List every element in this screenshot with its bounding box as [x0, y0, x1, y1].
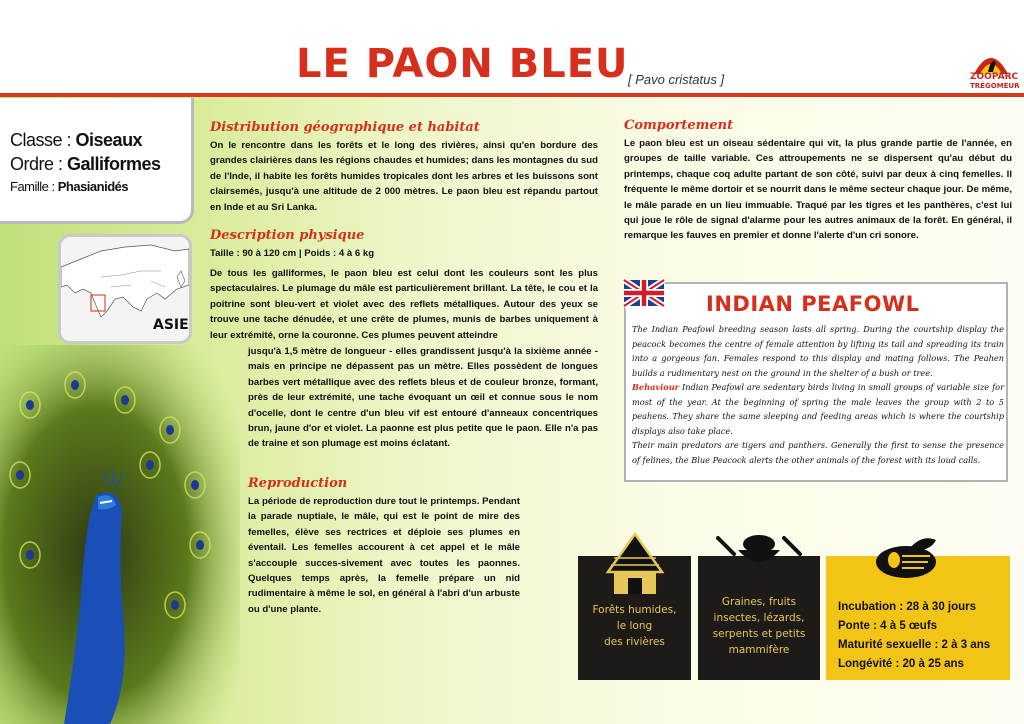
- distribution-text: On le rencontre dans les forêts et le long des rivières, ainsi qu'en bordure des grandes clairières dans les régions chaudes et humides; dans les montagnes du sud de l'Inde, il habite les forêts humides tropicales dont les arbres et les buissons sont clairsemés, jusqu'à une altitude de 2 000 mètres. Le paon bleu est répandu partout en Inde et au Sri Lanka.: [210, 140, 598, 213]
- stat-maturite: Maturité sexuelle : 2 à 3 ans: [838, 639, 991, 651]
- distribution-title: Distribution géographique et habitat: [210, 120, 480, 135]
- english-summary-text: [632, 322, 1004, 467]
- comportement-title: Comportement: [624, 118, 734, 133]
- english-p3: Their main predators are tigers and panthers. Generally the first to sense the presence of felines, the Blue Peacock alerts the other animals of the forest with its loud calls.: [632, 440, 1004, 465]
- description-measures: Taille : 90 à 120 cm | Poids : 4 à 6 kg: [210, 248, 375, 259]
- uk-flag-icon: [622, 276, 666, 312]
- logo-text-tregomeur: TRÉGOMEUR: [970, 82, 1020, 90]
- reproduction-text: La période de reproduction dure tout le printemps. Pendant la parade nuptiale, le mâle, qui est le point de mire des femelles, élève ses rectrices et déploie ses plumes en éventail. Les femelles accourent à cet appel et le mâle s'accouple succes-sivement avec toutes les paonnes. Quelques temps après, la femelle prépare un nid rudimentaire à même le sol, en général à l'abri d'un arbuste ou d'une plante.: [248, 496, 520, 615]
- english-p2: Indian Peafowl are sedentary birds living in small groups of variable size for most of the year. At the beginning of spring the male leaves the group with 2 to 5 peahens. They share the same sleeping and feeding areas which is where the courtship displays also take place.: [632, 382, 1004, 436]
- food-bowl-icon: [714, 524, 804, 572]
- description-title: Description physique: [210, 228, 365, 243]
- habitat-text: Forêts humides, le long des rivières: [592, 604, 677, 648]
- map-label: ASIE: [153, 317, 189, 333]
- diet-text: Graines, fruits insectes, lézards, serpents et petits mammifère: [712, 596, 806, 656]
- classification-card: [0, 98, 194, 224]
- logo-text-zooparc: ZOOPARC: [970, 72, 1019, 82]
- peacock-photo: [0, 345, 240, 724]
- comportement-text: Le paon bleu est un oiseau sédentaire qui vit, la plus grande partie de l'année, en groupes de taille variable. Ces attroupements ne se dispersent qu'au début du printemps, chaque coq adulte partant de son côté, suivi par deux à cinq femelles. Il fréquente le même dortoir et se nourrit dans le même secteur chaque jour. De même, le mâle parade en un lieu immuable. Traqué par les tigres et les panthères, c'est lui qui joue le rôle de signal d'alarme pour les autres animaux de la forêt. En général, il remarque les fauves en premier et donne l'alerte d'un cri sonore.: [624, 138, 1012, 242]
- stat-longevite: Longévité : 20 à 25 ans: [838, 658, 964, 670]
- stat-ponte: Ponte : 4 à 5 œufs: [838, 620, 938, 632]
- asia-map: [58, 234, 192, 344]
- egg-and-animal-icon: [866, 530, 946, 582]
- description-text-wide: De tous les galliformes, le paon bleu est celui dont les couleurs sont les plus spectaculaires. Le plumage du mâle est particulièrement brillant. La tête, le cou et la poitrine sont bleu-vert et violet avec des reflets métalliques. Autour des yeux se trouve une tache dénudée, et une crête de plumes, munis de barbes uniquement à leur extrémité, orne la couronne. Ces plumes peuvent atteindre: [210, 268, 598, 341]
- stat-incubation: Incubation : 28 à 30 jours: [838, 601, 977, 613]
- english-p2-wrap: [632, 380, 1004, 438]
- english-p1: The Indian Peafowl breeding season lasts all spring. During the courtship display the peacock becomes the centre of female attention by lifting its tail and spreading its train into a gorgeous fan. Females respond to this display and mating follows. The Peahen builds a rudimentary nest on the ground in the shelter of a bush or tree.: [632, 324, 1004, 378]
- classe-row: Classe : Oiseaux: [10, 130, 143, 150]
- hut-icon: [600, 528, 670, 598]
- stats-list: [838, 598, 1008, 674]
- english-summary-title: INDIAN PEAFOWL: [706, 292, 920, 316]
- page-title: LE PAON BLEU: [296, 41, 629, 87]
- famille-row: Famille : Phasianidés: [10, 179, 129, 194]
- latin-name: [ Pavo cristatus ]: [628, 72, 725, 87]
- header-rule: [0, 93, 1024, 97]
- description-text-narrow: jusqu'à 1,5 mètre de longueur - elles grandissent jusqu'à la sixième année - mais en principe ne dépassent pas un mètre. Elles possèdent de longues barbes vert métallique avec des reflets bleus et de couleur bronze, formant, près de leur extrémité, une tache évoquant un œil et connue sous le nom d'ocelle, dont le centre d'un bleu vif est entouré d'anneaux concentriques brun, jaune d'or et violet. La paonne est plus petite que le paon. Elle n'a pas de traine et son plumage est moins éclatant.: [248, 346, 598, 450]
- behaviour-label: Behaviour: [632, 382, 679, 392]
- diet-box: [698, 556, 820, 680]
- reproduction-title: Reproduction: [248, 476, 348, 491]
- ordre-row: Ordre : Galliformes: [10, 154, 161, 174]
